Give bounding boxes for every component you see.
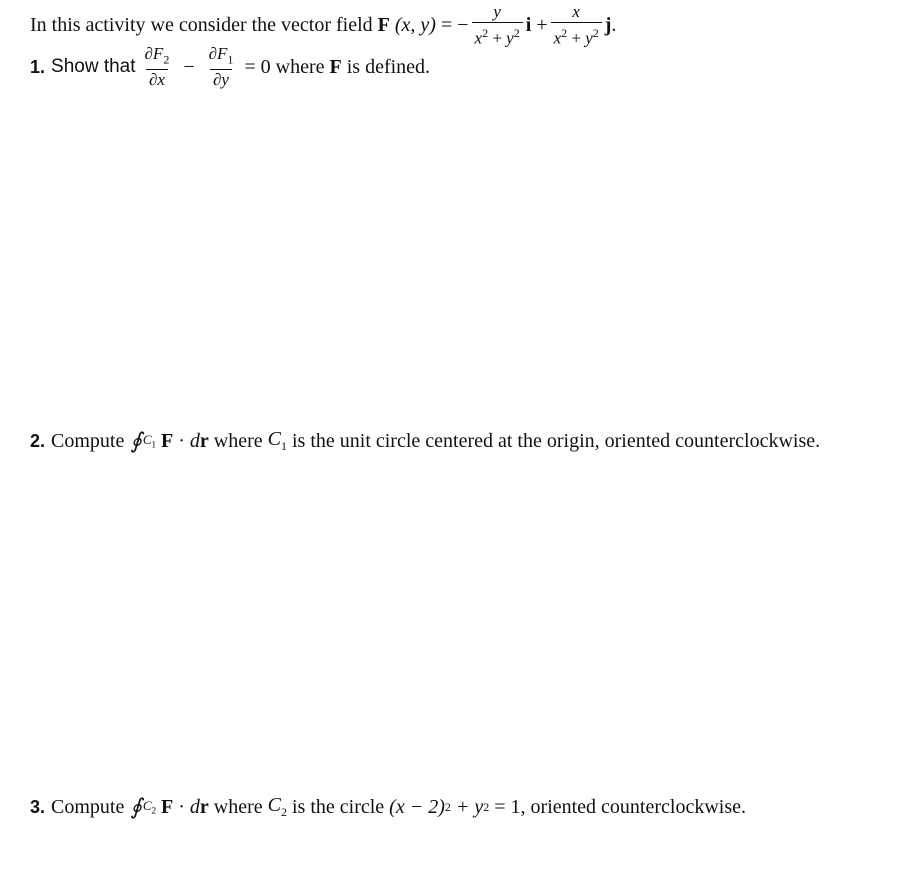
fraction-2 (551, 2, 602, 49)
fraction-1-denominator: $x^2 + y^2$ (472, 22, 523, 49)
question-3 (30, 794, 746, 820)
question-2 (30, 428, 820, 454)
q2-curve: $C_1$ (267, 428, 287, 453)
question-1 (30, 44, 430, 90)
unit-vector-j: j (604, 13, 612, 36)
q3-d: d (189, 795, 200, 818)
equals-sign: = (440, 13, 453, 36)
plus-sign: + (536, 13, 548, 36)
fraction-2-denominator: $x^2 + y^2$ (551, 22, 602, 49)
q3-where: where (213, 795, 263, 818)
q3-circle-eq-a: (x − 2) (389, 795, 445, 818)
question-3-text: Compute (51, 795, 125, 818)
q3-circle-eq-b: + y (455, 795, 484, 818)
q1-field: F (329, 55, 342, 78)
q2-integral-sub: $C_1$ (142, 432, 156, 450)
minus-sign: − (457, 13, 469, 36)
contour-integral-symbol: ∮ (130, 428, 142, 453)
q3-exp-1: 2 (444, 799, 451, 814)
fraction-1-numerator: y (493, 2, 501, 21)
contour-integral-symbol: ∮ (130, 794, 142, 819)
q3-circle-eq-c: = 1, (494, 795, 526, 818)
q2-tail: is the unit circle centered at the origin, oriented counterclockwise. (291, 429, 821, 452)
q1-minus: − (183, 55, 195, 78)
q2-dot: · (178, 429, 185, 452)
q3-dot: · (178, 795, 185, 818)
question-2-number: 2. (30, 430, 46, 451)
intro-text: In this activity we consider the vector field (30, 13, 373, 36)
q1-tail: is defined. (346, 55, 431, 78)
intro-line (30, 2, 616, 49)
q2-where: where (213, 429, 263, 452)
fraction-2-numerator: x (572, 2, 580, 21)
intro-period: . (611, 13, 617, 36)
q3-r: r (199, 795, 209, 818)
fraction-1 (472, 2, 523, 49)
q2-r: r (199, 429, 209, 452)
q3-curve: $C_2$ (267, 794, 287, 819)
partial-f1-dy: $\frac{\partial F_1}{\partial y}$ (208, 44, 234, 90)
q2-field: F (161, 429, 174, 452)
q3-exp-2: 2 (483, 799, 490, 814)
unit-vector-i: i (525, 13, 532, 36)
q1-rhs: = 0 where (244, 55, 325, 78)
partial-f2-dx: $\frac{\partial F_2}{\partial x}$ (144, 44, 170, 90)
field-args: (x, y) (394, 13, 436, 36)
field-symbol: F (377, 13, 390, 36)
question-3-number: 3. (30, 796, 46, 817)
q3-tail-b: oriented counterclockwise. (530, 795, 746, 818)
q3-integral-sub: $C_2$ (142, 798, 156, 816)
q2-d: d (189, 429, 200, 452)
question-2-text: Compute (51, 429, 125, 452)
q3-field: F (161, 795, 174, 818)
question-1-text: Show that (51, 56, 136, 78)
q3-tail-a: is the circle (291, 795, 385, 818)
question-1-number: 1. (30, 56, 46, 77)
